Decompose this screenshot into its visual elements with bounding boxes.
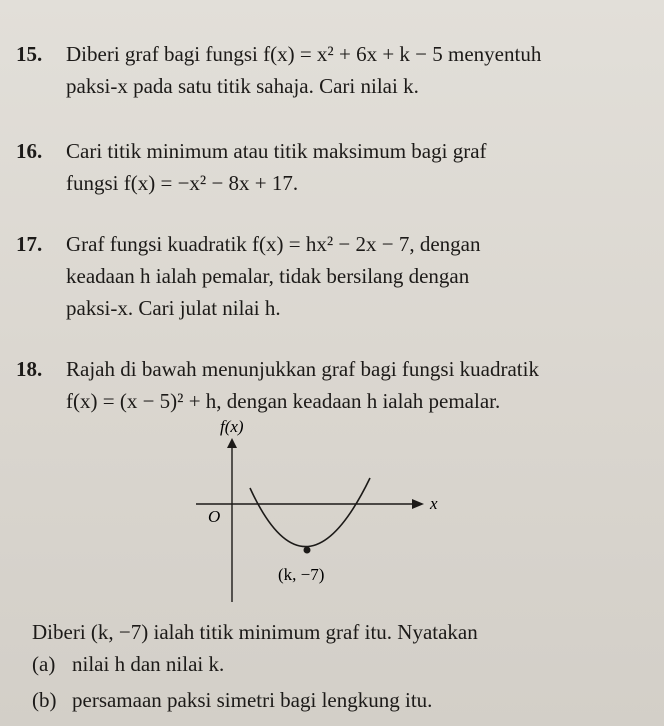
origin-label: O [208, 507, 221, 526]
minimum-point-label: (k, −7) [278, 565, 325, 584]
parabola-graph [180, 414, 530, 604]
question-number: 18. [16, 357, 43, 381]
continuation-text [32, 616, 620, 648]
part-label: (a) [32, 652, 56, 676]
continuation-line: Diberi (k, −7) ialah titik minimum graf itu. Nyatakan [32, 620, 478, 644]
question-line: keadaan h ialah pemalar, tidak bersilang dengan [66, 264, 470, 288]
minimum-point [304, 547, 311, 554]
question-text [66, 135, 620, 199]
question-line: paksi-x. Cari julat nilai h. [66, 296, 281, 320]
x-axis-arrowhead [412, 499, 424, 509]
question-line: Cari titik minimum atau titik maksimum bagi graf [66, 139, 487, 163]
part-text: persamaan paksi simetri bagi lengkung itu. [72, 688, 433, 712]
part-text: nilai h dan nilai k. [72, 652, 225, 676]
y-axis-label: f(x) [220, 417, 244, 436]
question-line: f(x) = (x − 5)² + h, dengan keadaan h ialah pemalar. [66, 389, 501, 413]
question-text [66, 228, 620, 324]
question-text [66, 353, 620, 417]
x-axis-label: x [430, 494, 438, 513]
y-axis-arrowhead [227, 438, 237, 448]
question-line: fungsi f(x) = −x² − 8x + 17. [66, 171, 299, 195]
question-text [66, 38, 620, 102]
part-label: (b) [32, 688, 57, 712]
question-line: Rajah di bawah menunjukkan graf bagi fungsi kuadratik [66, 357, 539, 381]
question-number: 16. [16, 139, 43, 163]
question-line: Graf fungsi kuadratik f(x) = hx² − 2x − 7, dengan [66, 232, 481, 256]
question-number: 15. [16, 42, 43, 66]
question-line: Diberi graf bagi fungsi f(x) = x² + 6x + k − 5 menyentuh [66, 42, 542, 66]
question-line: paksi-x pada satu titik sahaja. Cari nilai k. [66, 74, 419, 98]
parabola-curve [250, 478, 370, 547]
question-number: 17. [16, 232, 43, 256]
